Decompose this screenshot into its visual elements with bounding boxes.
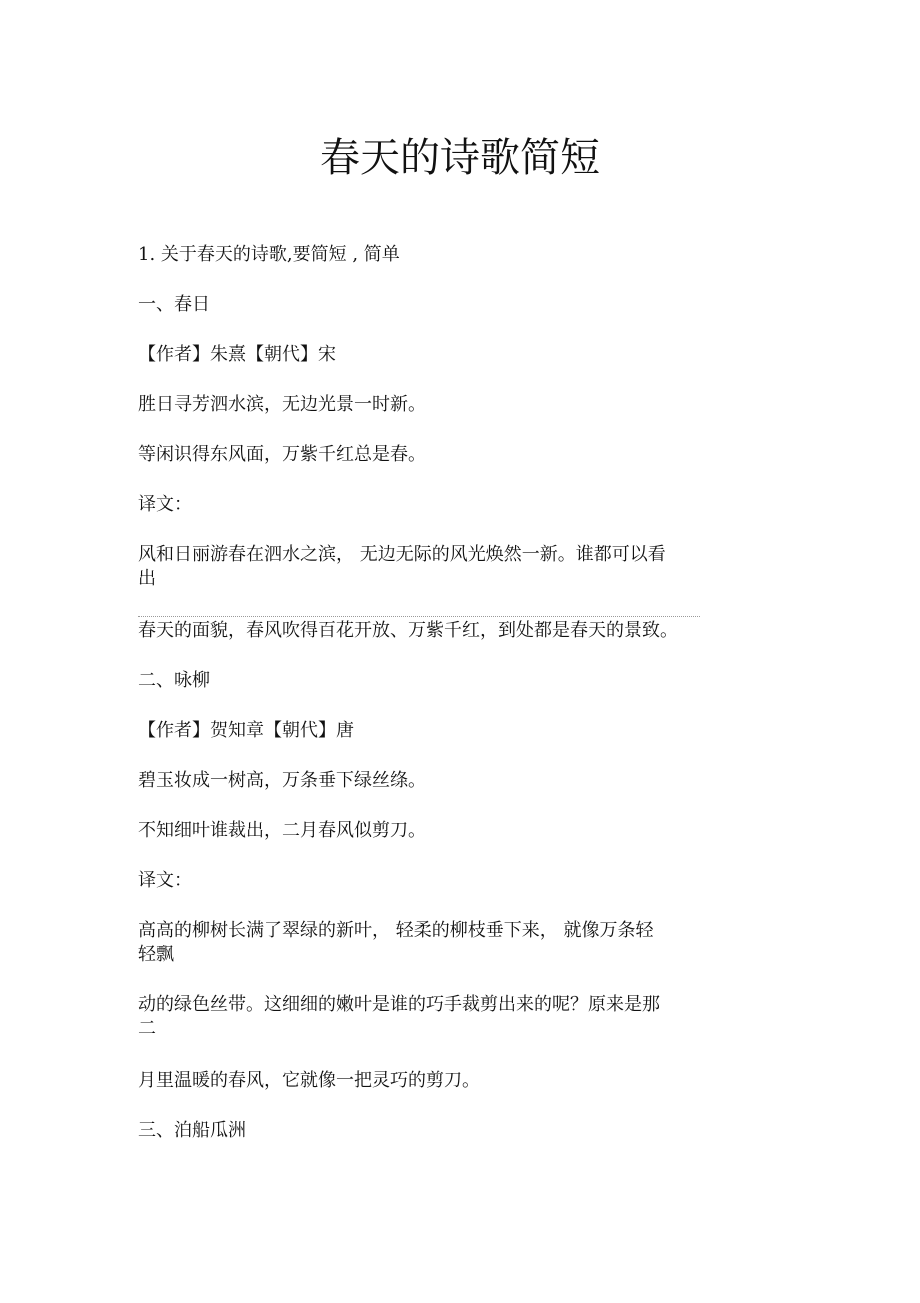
poem-title-2: 二、咏柳 (138, 670, 210, 691)
poem-author-2: 【作者】贺知章【朝代】唐 (138, 720, 354, 741)
translation-line: 风和日丽游春在泗水之滨， 无边无际的风光焕然一新。谁都可以看 (138, 544, 666, 565)
poem-title-1: 一、春日 (138, 294, 210, 315)
translation-line: 出 (138, 568, 156, 589)
poem-author-1: 【作者】朱熹【朝代】宋 (138, 344, 336, 365)
poem-line: 胜日寻芳泗水滨，无边光景一时新。 (138, 394, 426, 415)
translation-line: 二 (138, 1018, 156, 1039)
question-heading: 1. 关于春天的诗歌,要简短 , 简单 (138, 244, 400, 265)
translation-line: 高高的柳树长满了翠绿的新叶， 轻柔的柳枝垂下来， 就像万条轻 (138, 920, 654, 941)
translation-line: 轻飘 (138, 944, 174, 965)
translation-line: 春天的面貌，春风吹得百花开放、万紫千红，到处都是春天的景致。 (138, 620, 678, 641)
section-divider (138, 616, 700, 617)
translation-line: 月里温暖的春风，它就像一把灵巧的剪刀。 (138, 1070, 480, 1091)
poem-line: 碧玉妆成一树高，万条垂下绿丝绦。 (138, 770, 426, 791)
document-title: 春天的诗歌简短 (320, 135, 600, 181)
translation-label: 译文： (138, 870, 192, 891)
poem-line: 等闲识得东风面，万紫千红总是春。 (138, 444, 426, 465)
translation-line: 动的绿色丝带。这细细的嫩叶是谁的巧手裁剪出来的呢？原来是那 (138, 994, 660, 1015)
translation-label: 译文： (138, 494, 192, 515)
poem-title-3: 三、泊船瓜洲 (138, 1120, 246, 1141)
poem-line: 不知细叶谁裁出，二月春风似剪刀。 (138, 820, 426, 841)
